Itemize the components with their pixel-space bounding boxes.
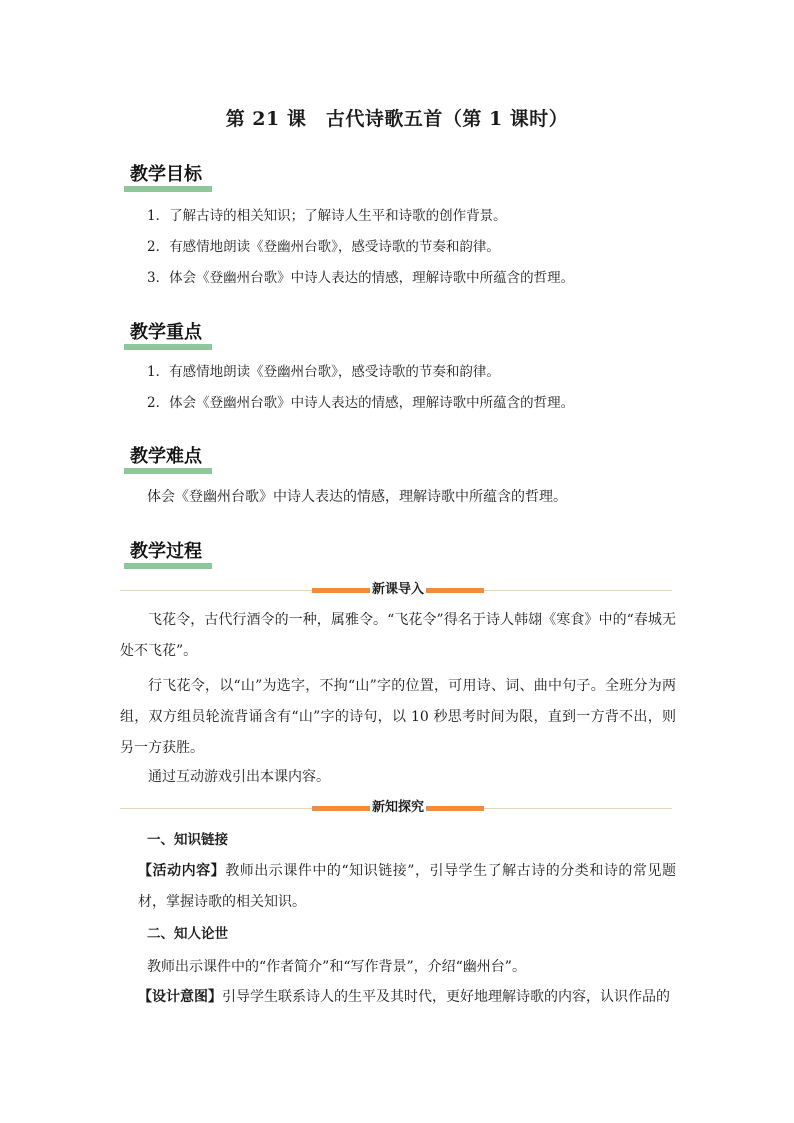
key-point-item: 2．体会《登幽州台歌》中诗人表达的情感，理解诗歌中所蕴含的哲理。 — [147, 395, 575, 411]
knowledge-link-subheading: 一、知识链接 — [147, 832, 228, 848]
objective-item: 2．有感情地朗读《登幽州台歌》，感受诗歌的节奏和韵律。 — [147, 239, 500, 255]
design-tag: 【设计意图】 — [138, 989, 222, 1005]
intro-divider — [120, 580, 672, 600]
objectives-heading-text: 教学目标 — [130, 164, 202, 185]
objectives-heading — [124, 160, 206, 188]
divider-bar-right — [426, 806, 484, 811]
intro-paragraph: 通过互动游戏引出本课内容。 — [148, 769, 330, 785]
author-context-subheading: 二、知人论世 — [147, 926, 228, 942]
intro-paragraph: 飞花令，古代行酒令的一种，属雅令。“飞花令”得名于诗人韩翃《寒食》中的“春城无处不飞花”。 — [120, 612, 676, 659]
activity-paragraph — [138, 856, 676, 918]
activity-text: 教师出示课件中的“知识链接”，引导学生了解古诗的分类和诗的常见题材，掌握诗歌的相关知识。 — [138, 863, 676, 910]
explore-divider — [120, 798, 672, 818]
divider-bar-left — [312, 806, 370, 811]
activity-tag: 【活动内容】 — [138, 863, 226, 879]
design-text: 引导学生联系诗人的生平及其时代，更好地理解诗歌的内容，认识作品的 — [222, 989, 670, 1005]
divider-bar-right — [426, 588, 484, 593]
heading-underline — [124, 186, 212, 192]
difficulty-text: 体会《登幽州台歌》中诗人表达的情感，理解诗歌中所蕴含的哲理。 — [147, 489, 567, 505]
key-points-heading — [124, 318, 206, 346]
heading-underline — [124, 468, 212, 474]
intro-label: 新课导入 — [370, 580, 426, 600]
explore-label: 新知探究 — [370, 798, 426, 818]
intro-paragraph: 行飞花令，以“山”为选字，不拘“山”字的位置，可用诗、词、曲中句子。全班分为两组，双方组员轮流背诵含有“山”字的诗句，以 10 秒思考时间为限，直到一方背不出，则另一方获胜。 — [120, 678, 676, 756]
difficulties-heading — [124, 442, 206, 470]
difficulties-heading-text: 教学难点 — [130, 446, 202, 467]
teacher-text: 教师出示课件中的“作者简介”和“写作背景”，介绍“幽州台”。 — [147, 959, 526, 975]
objective-item: 1．了解古诗的相关知识；了解诗人生平和诗歌的创作背景。 — [147, 208, 507, 224]
process-heading-text: 教学过程 — [130, 541, 202, 562]
key-point-item: 1．有感情地朗读《登幽州台歌》，感受诗歌的节奏和韵律。 — [147, 364, 500, 380]
objective-item: 3．体会《登幽州台歌》中诗人表达的情感，理解诗歌中所蕴含的哲理。 — [147, 270, 575, 286]
heading-underline — [124, 563, 212, 569]
divider-bar-left — [312, 588, 370, 593]
key-points-heading-text: 教学重点 — [130, 322, 202, 343]
process-heading — [124, 537, 206, 565]
page-title: 第 21 课 古代诗歌五首（第 1 课时） — [225, 108, 569, 130]
heading-underline — [124, 344, 212, 350]
design-paragraph — [138, 982, 678, 1013]
